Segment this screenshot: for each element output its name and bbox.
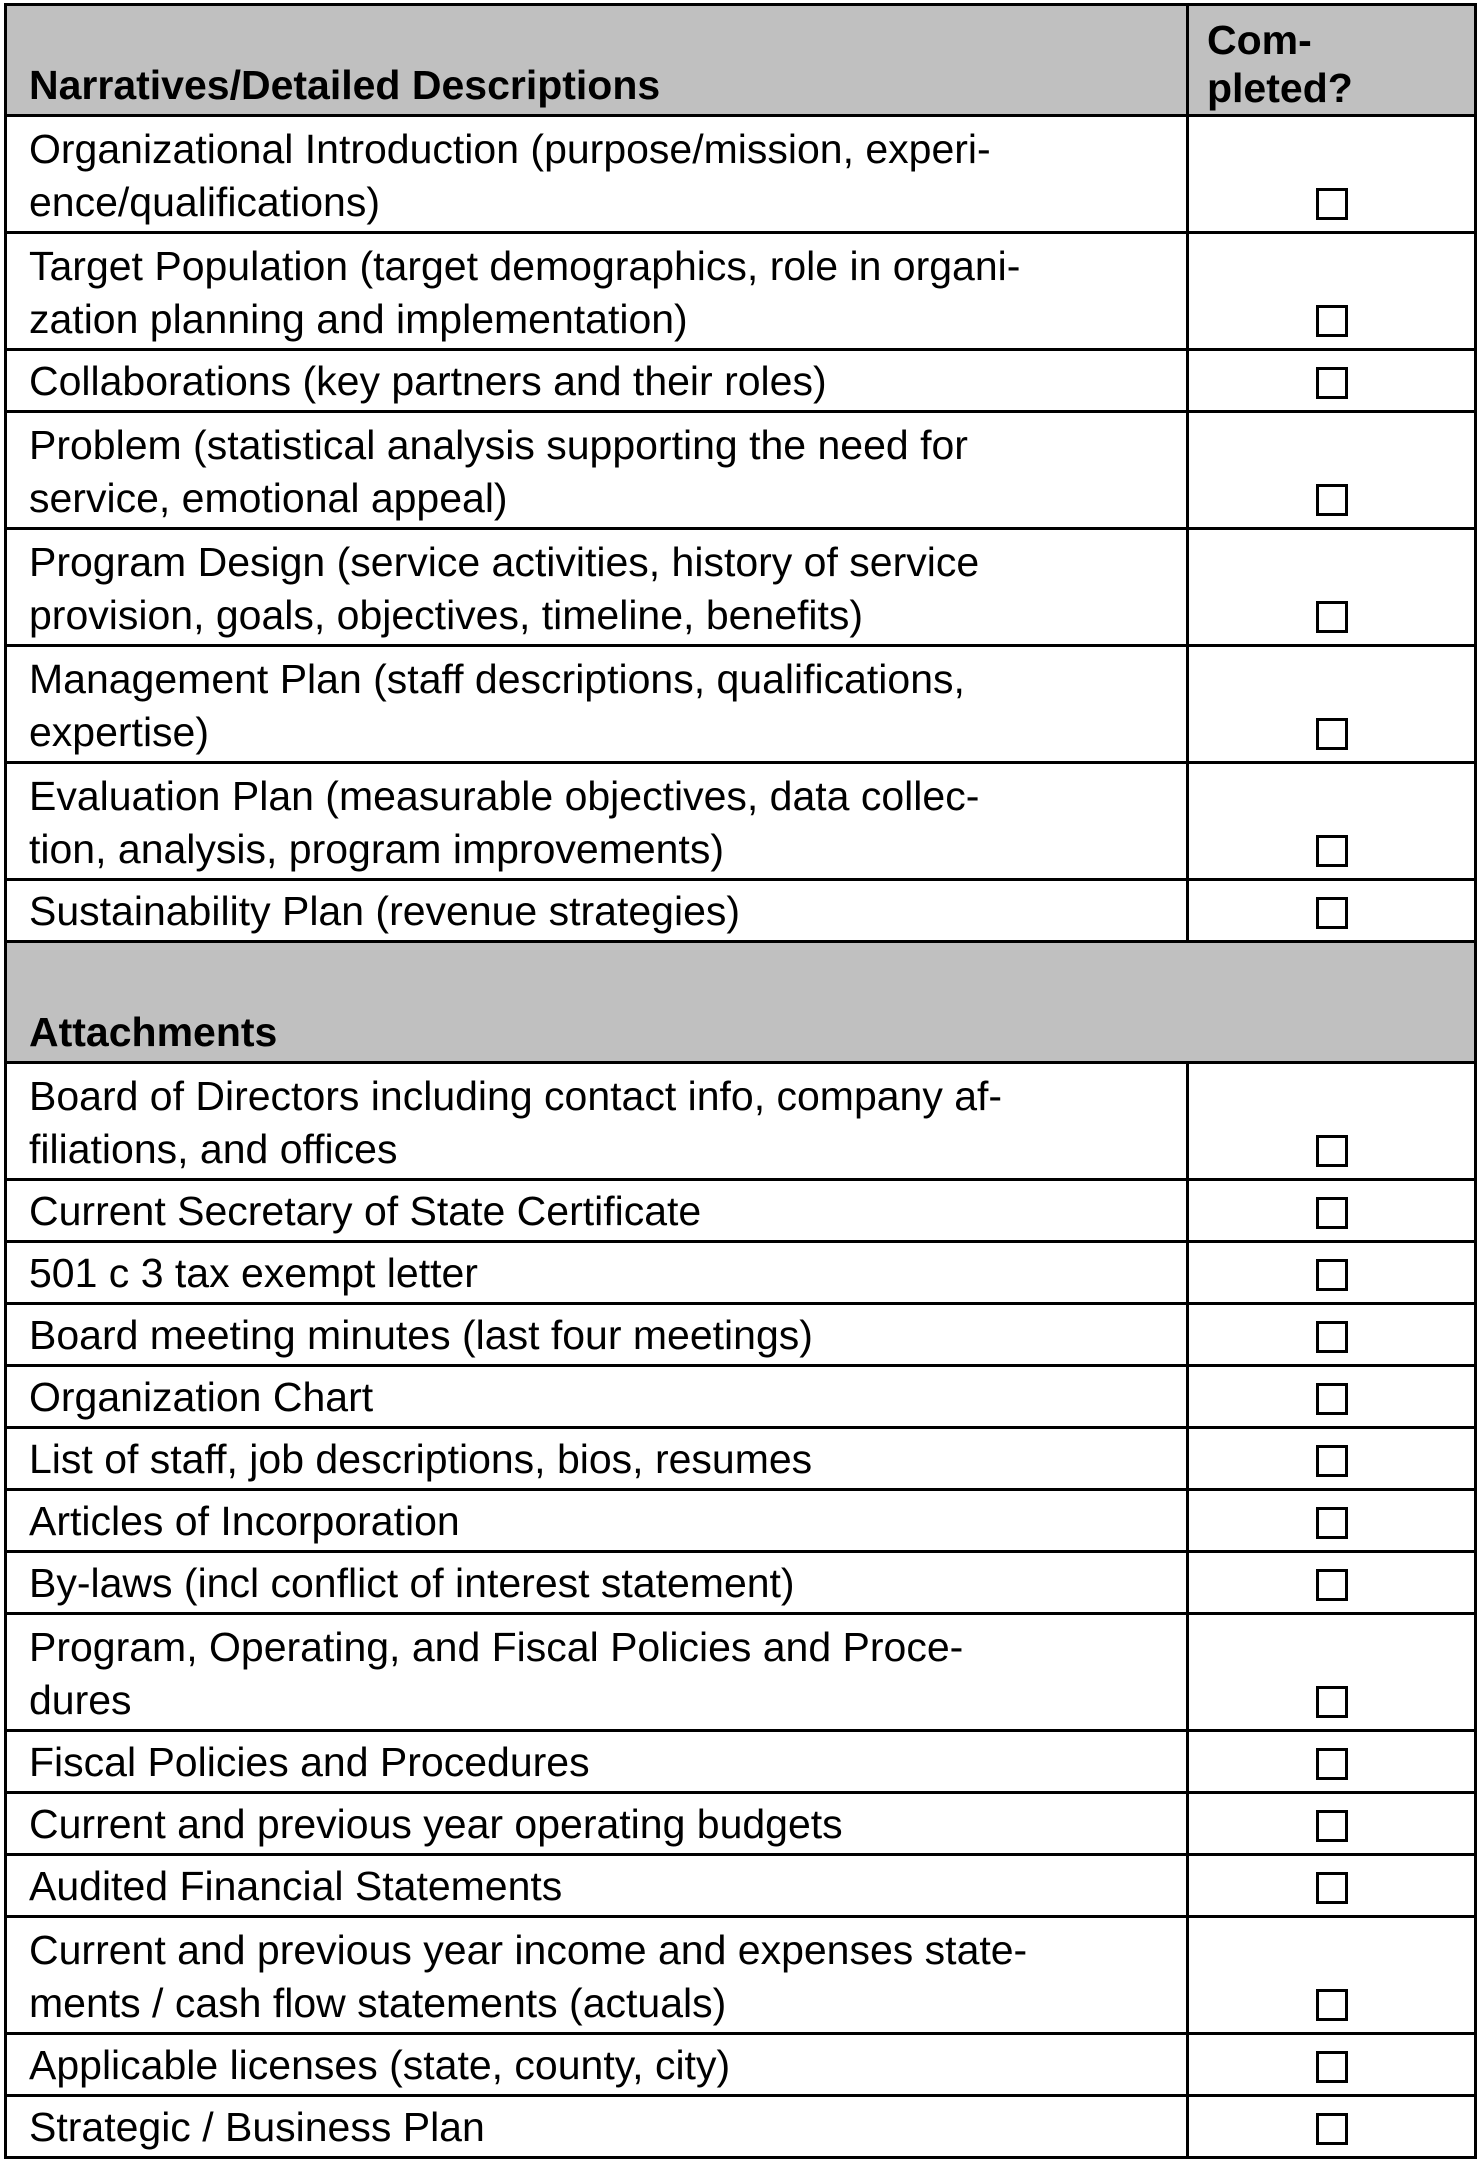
completed-cell bbox=[1188, 763, 1476, 880]
item-description-cell bbox=[6, 1490, 1188, 1552]
item-description-line1: Organization Chart bbox=[29, 1374, 374, 1420]
completed-checkbox[interactable] bbox=[1316, 1135, 1348, 1167]
completed-checkbox[interactable] bbox=[1316, 1197, 1348, 1229]
item-description-cell bbox=[6, 2096, 1188, 2158]
attachments-item-row bbox=[6, 1242, 1476, 1304]
item-description-line1: Strategic / Business Plan bbox=[29, 2104, 485, 2150]
completed-cell bbox=[1188, 1366, 1476, 1428]
item-description-line2: ments / cash flow statements (actuals) bbox=[29, 1980, 727, 2026]
item-description-line1: By-laws (incl conflict of interest statement) bbox=[29, 1560, 795, 1606]
item-description-cell bbox=[6, 1366, 1188, 1428]
attachments-item-row bbox=[6, 1793, 1476, 1855]
completed-cell bbox=[1188, 116, 1476, 233]
completed-cell bbox=[1188, 350, 1476, 412]
attachments-section-heading bbox=[6, 942, 1476, 1063]
item-description-cell bbox=[6, 1552, 1188, 1614]
completed-cell bbox=[1188, 1304, 1476, 1366]
completed-cell bbox=[1188, 1063, 1476, 1180]
completed-checkbox[interactable] bbox=[1316, 1383, 1348, 1415]
narratives-section-heading bbox=[6, 5, 1188, 116]
attachments-item-row bbox=[6, 1490, 1476, 1552]
completed-checkbox[interactable] bbox=[1316, 1445, 1348, 1477]
item-description-cell bbox=[6, 1731, 1188, 1793]
completed-cell bbox=[1188, 1242, 1476, 1304]
item-description-cell bbox=[6, 1855, 1188, 1917]
attachments-item-row bbox=[6, 1855, 1476, 1917]
item-description-cell bbox=[6, 880, 1188, 942]
item-description-cell bbox=[6, 1242, 1188, 1304]
completed-cell bbox=[1188, 1855, 1476, 1917]
attachments-item-row bbox=[6, 1063, 1476, 1180]
item-description-line2: dures bbox=[29, 1677, 132, 1723]
item-description-cell bbox=[6, 1428, 1188, 1490]
item-description-line1: Organizational Introduction (purpose/mission, experi- bbox=[29, 126, 991, 172]
completed-cell bbox=[1188, 1917, 1476, 2034]
completed-checkbox[interactable] bbox=[1316, 2051, 1348, 2083]
completed-checkbox[interactable] bbox=[1316, 1989, 1348, 2021]
item-description-cell bbox=[6, 1304, 1188, 1366]
completed-heading-line1: Com- bbox=[1207, 17, 1312, 63]
item-description-line1: Board of Directors including contact info, company af- bbox=[29, 1073, 1003, 1119]
completed-heading-line2: pleted? bbox=[1207, 65, 1353, 111]
completed-checkbox[interactable] bbox=[1316, 1321, 1348, 1353]
completed-checkbox[interactable] bbox=[1316, 1748, 1348, 1780]
completed-cell bbox=[1188, 233, 1476, 350]
completed-checkbox[interactable] bbox=[1316, 1259, 1348, 1291]
narratives-item-row bbox=[6, 350, 1476, 412]
attachments-header-row bbox=[6, 942, 1476, 1063]
item-description-line2: filiations, and offices bbox=[29, 1126, 398, 1172]
narratives-item-row bbox=[6, 529, 1476, 646]
completed-checkbox[interactable] bbox=[1316, 1686, 1348, 1718]
attachments-item-row bbox=[6, 1731, 1476, 1793]
application-checklist-table bbox=[4, 3, 1477, 2159]
item-description-line2: service, emotional appeal) bbox=[29, 475, 508, 521]
completed-cell bbox=[1188, 1731, 1476, 1793]
item-description-line1: Current and previous year income and expenses state- bbox=[29, 1927, 1028, 1973]
item-description-line1: Management Plan (staff descriptions, qualifications, bbox=[29, 656, 965, 702]
completed-checkbox[interactable] bbox=[1316, 897, 1348, 929]
item-description-line1: List of staff, job descriptions, bios, resumes bbox=[29, 1436, 813, 1482]
item-description-line1: Sustainability Plan (revenue strategies) bbox=[29, 888, 741, 934]
item-description-line2: expertise) bbox=[29, 709, 210, 755]
completed-cell bbox=[1188, 880, 1476, 942]
completed-cell bbox=[1188, 1614, 1476, 1731]
completed-checkbox[interactable] bbox=[1316, 1810, 1348, 1842]
completed-checkbox[interactable] bbox=[1316, 835, 1348, 867]
item-description-line1: Problem (statistical analysis supporting the need for bbox=[29, 422, 968, 468]
completed-cell bbox=[1188, 1490, 1476, 1552]
attachments-item-row bbox=[6, 1366, 1476, 1428]
completed-cell bbox=[1188, 1428, 1476, 1490]
item-description-cell bbox=[6, 412, 1188, 529]
completed-column-heading bbox=[1188, 5, 1476, 116]
item-description-cell bbox=[6, 646, 1188, 763]
attachments-item-row bbox=[6, 2034, 1476, 2096]
item-description-cell bbox=[6, 1063, 1188, 1180]
item-description-cell bbox=[6, 233, 1188, 350]
item-description-cell bbox=[6, 1614, 1188, 1731]
item-description-cell bbox=[6, 529, 1188, 646]
item-description-line2: tion, analysis, program improvements) bbox=[29, 826, 724, 872]
item-description-line1: Collaborations (key partners and their roles) bbox=[29, 358, 827, 404]
attachments-heading-text: Attachments bbox=[29, 1009, 278, 1055]
item-description-line1: Program Design (service activities, history of service bbox=[29, 539, 980, 585]
attachments-item-row bbox=[6, 2096, 1476, 2158]
item-description-line1: Target Population (target demographics, role in organi- bbox=[29, 243, 1021, 289]
completed-checkbox[interactable] bbox=[1316, 1872, 1348, 1904]
item-description-line2: provision, goals, objectives, timeline, benefits) bbox=[29, 592, 864, 638]
completed-cell bbox=[1188, 529, 1476, 646]
completed-checkbox[interactable] bbox=[1316, 367, 1348, 399]
completed-checkbox[interactable] bbox=[1316, 1507, 1348, 1539]
completed-checkbox[interactable] bbox=[1316, 484, 1348, 516]
item-description-line1: Current and previous year operating budgets bbox=[29, 1801, 843, 1847]
narratives-item-row bbox=[6, 412, 1476, 529]
item-description-line1: Applicable licenses (state, county, city) bbox=[29, 2042, 731, 2088]
narratives-item-row bbox=[6, 233, 1476, 350]
attachments-item-row bbox=[6, 1552, 1476, 1614]
completed-cell bbox=[1188, 1180, 1476, 1242]
attachments-item-row bbox=[6, 1614, 1476, 1731]
item-description-line1: Evaluation Plan (measurable objectives, data collec- bbox=[29, 773, 980, 819]
completed-checkbox[interactable] bbox=[1316, 1569, 1348, 1601]
completed-cell bbox=[1188, 2096, 1476, 2158]
item-description-cell bbox=[6, 116, 1188, 233]
completed-checkbox[interactable] bbox=[1316, 305, 1348, 337]
item-description-cell bbox=[6, 350, 1188, 412]
attachments-item-row bbox=[6, 1304, 1476, 1366]
item-description-line1: Fiscal Policies and Procedures bbox=[29, 1739, 590, 1785]
completed-cell bbox=[1188, 2034, 1476, 2096]
item-description-line2: ence/qualifications) bbox=[29, 179, 380, 225]
completed-checkbox[interactable] bbox=[1316, 601, 1348, 633]
narratives-heading-text: Narratives/Detailed Descriptions bbox=[29, 62, 661, 108]
narratives-header-row bbox=[6, 5, 1476, 116]
item-description-line1: Articles of Incorporation bbox=[29, 1498, 460, 1544]
item-description-line1: Audited Financial Statements bbox=[29, 1863, 563, 1909]
attachments-item-row bbox=[6, 1917, 1476, 2034]
item-description-cell bbox=[6, 2034, 1188, 2096]
narratives-item-row bbox=[6, 880, 1476, 942]
item-description-line1: Board meeting minutes (last four meetings) bbox=[29, 1312, 813, 1358]
item-description-cell bbox=[6, 1793, 1188, 1855]
item-description-line2: zation planning and implementation) bbox=[29, 296, 688, 342]
completed-cell bbox=[1188, 412, 1476, 529]
completed-cell bbox=[1188, 646, 1476, 763]
item-description-line1: Current Secretary of State Certificate bbox=[29, 1188, 702, 1234]
item-description-line1: 501 c 3 tax exempt letter bbox=[29, 1250, 478, 1296]
attachments-item-row bbox=[6, 1428, 1476, 1490]
item-description-cell bbox=[6, 1180, 1188, 1242]
narratives-item-row bbox=[6, 116, 1476, 233]
attachments-item-row bbox=[6, 1180, 1476, 1242]
item-description-cell bbox=[6, 1917, 1188, 2034]
completed-checkbox[interactable] bbox=[1316, 188, 1348, 220]
item-description-line1: Program, Operating, and Fiscal Policies and Proce- bbox=[29, 1624, 964, 1670]
completed-cell bbox=[1188, 1793, 1476, 1855]
narratives-item-row bbox=[6, 646, 1476, 763]
item-description-cell bbox=[6, 763, 1188, 880]
completed-checkbox[interactable] bbox=[1316, 718, 1348, 750]
completed-cell bbox=[1188, 1552, 1476, 1614]
completed-checkbox[interactable] bbox=[1316, 2113, 1348, 2145]
narratives-item-row bbox=[6, 763, 1476, 880]
checklist-body bbox=[6, 5, 1476, 2158]
